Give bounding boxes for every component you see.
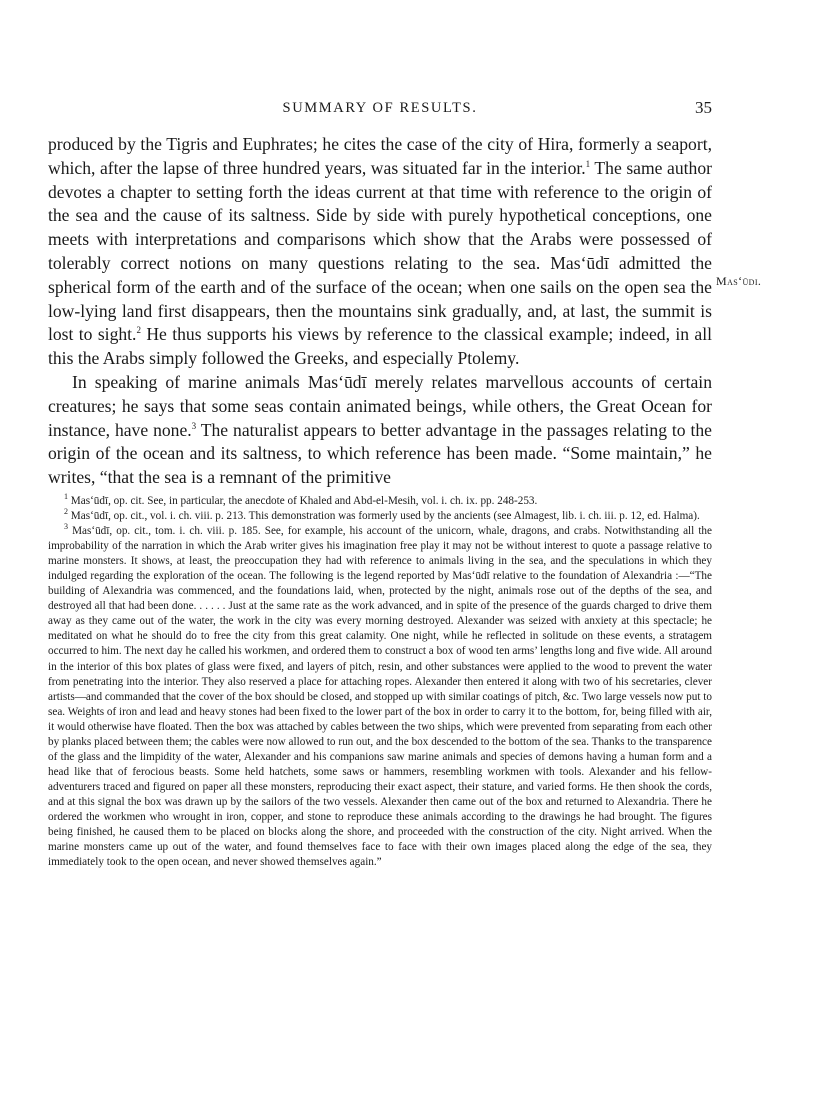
- footnote-number: 3: [64, 522, 68, 532]
- page-number: 35: [695, 98, 712, 117]
- footnote-number: 2: [64, 507, 68, 517]
- paragraph-text: The same author devotes a chapter to setting forth the ideas current at that time with reference to the origin of the sea and the cause of its saltness. Side by side with purely hypothetical conceptions, one meets with interpretations and comparisons which show that the Arabs were possessed of tolerably correct notions on many questions relating to the sea. Mas‘ūdī admitted the spherical form of the earth and of the surface of the ocean; when one sails on the open sea the low-lying land first disappears, then the mountains sink gradually, and, at last, the summit is lost to sight.: [48, 157, 712, 345]
- paragraph-text: In speaking of marine animals Mas‘ūdī merely relates marvellous accounts of certain creatures; he says that some seas contain animated beings, while others, the Great Ocean for instance, have none.: [48, 371, 712, 440]
- margin-note: Mas‘ūdi.: [716, 274, 762, 288]
- footnote-text: Mas‘ūdī, op. cit., tom. i. ch. viii. p. 185. See, for example, his account of the unicorn, whale, dragons, and crabs. Notwithstanding all the improbability of the narration in which the Arab writer gives his imagination free play it may not be without interest to quote a passage relative to marine monsters. It shows, at least, the preoccupation they had with reference to animals living in the sea, and the speculations in which they indulged regarding the exploration of the ocean. The following is the legend reported by Mas‘ūdī relative to the foundation of Alexandria :—“The building of Alexandria was commenced, and the foundations laid, when, protected by the night, animals rose out of the depths of the sea, and destroyed all that had been done. . . . . . Just at the same rate as the work advanced, and in spite of the presence of the guards charged to drive them away as they came out of the water, the work in the city was every morning destroyed. Alexander was seized with anxiety at this spectacle; he meditated on what he should do to free the city from this great calamity. One night, while he reflected in solitude on these events, a stratagem occurred to him. The next day he called his workmen, and ordered them to construct a box of wood ten arms’ lengths long and five wide. All around in the interior of this box plates of glass were fixed, and layers of pitch, resin, and other substances were applied to the wood to prevent the water from penetrating into the interior. They also reserved a place for attaching ropes. Alexander then entered it along with two of his secretaries, clever artists—and commanded that the cover of the box should be closed, and stopped up with similar coatings of pitch, &c. Two large vessels now put to sea. Weights of iron and lead and heavy stones had been fixed to the lower part of the box in order to carry it to the bottom, for, being filled with air, it would otherwise have floated. Then the box was attached by cables between the two ships, which were prevented from separating from each other by planks placed between them; the cables were now allowed to run out, and the box descended to the bottom of the sea. Thanks to the transparence of the glass and the limpidity of the water, Alexander and his companions saw marine animals and species of demons having a human form and a head like that of ferocious beasts. Some held hatchets, some saws or hammers, resembling workmen with tools. Alexander and his fellow-adventurers traced and figured on paper all these monsters, reproducing their exact aspect, their stature, and varied forms. He then shook the cords, and at this signal the box was drawn up by the sailors of the two vessels. Alexander then came out of the box and returned to Alexandria. There he ordered the workmen who wrought in iron, copper, and stone to reproduce these animals according to the drawings he had brought. The figures being finished, he caused them to be placed on blocks along the shore, and proceeded with the construction of the city. Night arrived. When the marine monsters came up out of the water, and found themselves face to face with their own images placed along the edge of the sea, they immediately took to the open ocean, and never showed themselves again.”: [48, 525, 712, 869]
- footnote-text: Mas‘ūdī, op. cit. See, in particular, the anecdote of Khaled and Abd-el-Mesih, vol. i. ch. ix. pp. 248-253.: [70, 495, 538, 507]
- footnote-3: [48, 524, 712, 870]
- footnote-ref: 3: [191, 420, 197, 431]
- paragraph-text: The naturalist appears to better advantage in the passages relating to the origin of the ocean and its saltness, to which reference has been made. “Some maintain,” he writes, “that the sea is a remnant of the primitive: [48, 419, 712, 488]
- running-title: SUMMARY OF RESULTS.: [282, 100, 478, 116]
- footnote-2: [48, 509, 712, 524]
- footnote-ref: 2: [136, 325, 141, 336]
- footnote-1: [48, 494, 712, 509]
- running-head: [48, 100, 712, 124]
- footnotes: [48, 494, 712, 870]
- paragraph-text: He thus supports his views by reference to the classical example; indeed, in all this the Arabs simply followed the Greeks, and especially Ptolemy.: [48, 324, 712, 369]
- paragraph-text: produced by the Tigris and Euphrates; he cites the case of the city of Hira, formerly a seaport, which, after the lapse of three hundred years, was situated far in the interior.: [48, 134, 712, 178]
- footnote-text: Mas‘ūdī, op. cit., vol. i. ch. viii. p. 213. This demonstration was formerly used by the ancients (see Almagest, lib. i. ch. iii. p. 12, ed. Halma).: [70, 510, 700, 523]
- paragraph: [48, 371, 712, 490]
- main-text: [48, 133, 712, 490]
- footnote-ref: 1: [585, 158, 591, 169]
- paragraph: [48, 133, 712, 371]
- footnote-number: 1: [64, 492, 68, 501]
